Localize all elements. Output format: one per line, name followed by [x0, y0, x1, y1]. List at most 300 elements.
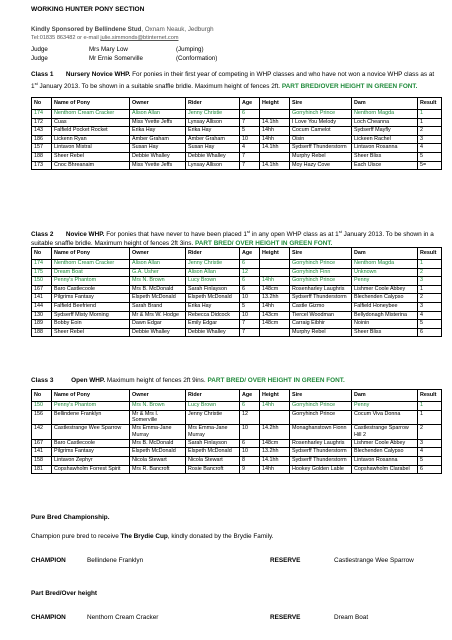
sponsor-place: , Oxnam Neauk, Jedburgh — [141, 26, 214, 33]
green-note: PART BRED/OVER HEIGHT IN GREEN FONT. — [281, 83, 418, 91]
cell-height — [260, 268, 290, 277]
cell-dam: Unknown — [352, 268, 418, 277]
cell-height — [260, 260, 290, 269]
column-header: Owner — [130, 248, 186, 260]
cell-no: 141 — [32, 448, 52, 457]
cell-res: 6 — [418, 465, 442, 474]
championship-desc — [31, 533, 274, 540]
cell-age: 10 — [240, 294, 260, 303]
table-row — [32, 161, 442, 170]
class-description: Maximum height of fences 2ft 9ins. — [106, 377, 206, 384]
cell-dam: Sheer Bliss — [352, 152, 418, 161]
contact-email-link[interactable]: julie.simmonds@btinternet.com — [100, 35, 179, 41]
table-row — [32, 135, 442, 144]
sponsor-prefix: Kindly Sponsored by — [31, 26, 93, 33]
cell-height: 14hh — [260, 302, 290, 311]
column-header: Sire — [290, 98, 352, 110]
cell-age: 4 — [240, 144, 260, 153]
cell-rider: Debbie Whalley — [186, 328, 240, 337]
cell-res: 1 — [418, 110, 442, 119]
cell-no: 167 — [32, 439, 52, 448]
cell-age: 7 — [240, 328, 260, 337]
cell-dam: Cocum Viva Donna — [352, 410, 418, 425]
cell-dam: Each Uisce — [352, 161, 418, 170]
cell-dam: Lintavon Rosanna — [352, 144, 418, 153]
champion-name: Nenthorn Cream Cracker — [87, 614, 159, 621]
cell-age: 5 — [240, 127, 260, 136]
table-row — [32, 448, 442, 457]
cell-dam: Penny — [352, 402, 418, 411]
column-header: Name of Pony — [52, 98, 130, 110]
cell-rider: Alison Allan — [186, 268, 240, 277]
cell-owner: Debbie Whalley — [130, 152, 186, 161]
cell-height: 14hh — [260, 465, 290, 474]
cell-dam: Copshawholm Clarabel — [352, 465, 418, 474]
cell-sire: Oisin — [290, 135, 352, 144]
judge-role: (Jumping) — [176, 46, 204, 53]
cell-pony: Cnoc Bhreanaim — [52, 161, 130, 170]
cell-dam: Penny — [352, 277, 418, 286]
class-name: Novice WHP. — [65, 231, 105, 239]
cell-rider: Erika Hay — [186, 302, 240, 311]
cell-pony: Dream Boat — [52, 268, 130, 277]
cell-rider: Sarah Finlayson — [186, 285, 240, 294]
cell-pony: Nenthorn Cream Cracker — [52, 260, 130, 269]
cell-rider: Rebecca Didcock — [186, 311, 240, 320]
class-description: January 2013. To be shown in a suitable snaffle bridle. Maximum height of fences 2ft. — [37, 83, 281, 91]
cell-no: 142 — [32, 425, 52, 440]
section-title: WORKING HUNTER PONY SECTION — [31, 6, 145, 13]
cell-pony: Baro Castlecoole — [52, 439, 130, 448]
cell-dam: Castlestrange Sparrow Hill 2 — [352, 425, 418, 440]
cell-no: 156 — [32, 410, 52, 425]
table-row — [32, 302, 442, 311]
partbred-champion-row — [31, 614, 66, 621]
table-row — [32, 465, 442, 474]
class-number: Class 3 — [31, 377, 54, 384]
cell-height: 14hh — [260, 135, 290, 144]
column-header: Dam — [352, 98, 418, 110]
cell-pony: Baro Castlecoole — [52, 285, 130, 294]
cell-pony: Bellindene Franklyn — [52, 410, 130, 425]
cell-sire: Gorryhinch Prince — [290, 410, 352, 425]
superscript: st — [246, 229, 251, 234]
table-row — [32, 152, 442, 161]
champion-label: CHAMPION — [31, 557, 66, 564]
cell-dam: Lishmer Coole Abbey — [352, 439, 418, 448]
cell-pony: Cuas — [52, 118, 130, 127]
cell-height — [260, 152, 290, 161]
cell-height: 14.1hh — [260, 144, 290, 153]
cell-age: 7 — [240, 118, 260, 127]
reserve-label — [270, 557, 300, 564]
cell-no: 143 — [32, 127, 52, 136]
column-header: Rider — [186, 390, 240, 402]
cell-dam: Lintavon Rosanna — [352, 456, 418, 465]
column-header: Sire — [290, 390, 352, 402]
championship-title — [31, 514, 109, 521]
cell-height — [260, 110, 290, 119]
cell-height: 13.2hh — [260, 294, 290, 303]
cell-no: 188 — [32, 328, 52, 337]
cell-res: 5 — [418, 320, 442, 329]
cell-rider: Jenny Christie — [186, 110, 240, 119]
cell-rider: Lynsay Allison — [186, 161, 240, 170]
cell-pony: Falfield Pocket Rocket — [52, 127, 130, 136]
class3-heading — [31, 376, 441, 385]
cell-rider: Lucy Brown — [186, 277, 240, 286]
cell-rider: Susan Hay — [186, 144, 240, 153]
championship-desc-post: , kindly donated by the Brydie Family. — [167, 533, 274, 540]
cell-no: 173 — [32, 161, 52, 170]
table-row — [32, 439, 442, 448]
cell-no: 167 — [32, 285, 52, 294]
cell-pony: Copshawholm Forrest Spirit — [52, 465, 130, 474]
column-header: Dam — [352, 248, 418, 260]
cell-height: 148cm — [260, 285, 290, 294]
cell-rider: Mrs Emma-Jane Murray — [186, 425, 240, 440]
cell-dam: Sheer Bliss — [352, 328, 418, 337]
cell-res: 1 — [418, 260, 442, 269]
cell-dam: Bellydonagh Misterina — [352, 311, 418, 320]
cell-dam: Lickeen Rachel — [352, 135, 418, 144]
cell-dam: Nenthorn Magda — [352, 110, 418, 119]
cell-age: 12 — [240, 268, 260, 277]
table-row — [32, 311, 442, 320]
table-row — [32, 320, 442, 329]
cell-no: 158 — [32, 456, 52, 465]
cell-dam: Nenthorn Magda — [352, 260, 418, 269]
table-row — [32, 127, 442, 136]
cell-sire: I Love You Melody — [290, 118, 352, 127]
table-row — [32, 456, 442, 465]
class-name: Nursery Novice WHP. — [65, 71, 131, 78]
cell-owner: Miss Yvette Jeffs — [130, 118, 186, 127]
cell-sire: Monaghanstown Fionn — [290, 425, 352, 440]
cell-height: 14.1hh — [260, 118, 290, 127]
table-header-row — [32, 248, 442, 260]
cell-no: 189 — [32, 320, 52, 329]
cell-rider: Sarah Finlayson — [186, 439, 240, 448]
column-header: No — [32, 98, 52, 110]
cell-res: 3 — [418, 302, 442, 311]
cell-no: 175 — [32, 268, 52, 277]
table-row — [32, 144, 442, 153]
cell-sire: Murphy Rebel — [290, 328, 352, 337]
class2-heading — [31, 227, 441, 248]
cell-height — [260, 328, 290, 337]
cell-age: 10 — [240, 311, 260, 320]
cell-sire: Tiercel Woodman — [290, 311, 352, 320]
column-header: Result — [418, 390, 442, 402]
cell-pony: Sheer Rebel — [52, 152, 130, 161]
class-name: Open WHP. — [71, 377, 106, 384]
cell-sire: Cocum Camelot — [290, 127, 352, 136]
table-header-row — [32, 98, 442, 110]
class-description: in any open WHP class as at 1 — [250, 231, 339, 239]
cell-res: 4 — [418, 311, 442, 320]
cell-age: 6 — [240, 277, 260, 286]
cell-rider: Emily Edgar — [186, 320, 240, 329]
class-number: Class 2 — [31, 231, 54, 239]
cell-rider: Jenny Christie — [186, 410, 240, 425]
table-row — [32, 328, 442, 337]
class-description: To be shown in a suitable snaffle bridle. Maximum height of fences 2ft 3ins. — [31, 231, 434, 248]
cell-pony: Nenthorn Cream Cracker — [52, 110, 130, 119]
cell-sire: Sydserff Thunderstorm — [290, 456, 352, 465]
cell-owner: Elspeth McDonald — [130, 294, 186, 303]
cell-rider: Elspeth McDonald — [186, 448, 240, 457]
column-header: Owner — [130, 390, 186, 402]
cell-sire: Gorryhinch Prince — [290, 260, 352, 269]
judge-name: Mrs Mary Low — [89, 46, 128, 53]
cell-no: 150 — [32, 402, 52, 411]
cell-pony: Castlestrange Wee Sparrow — [52, 425, 130, 440]
cell-height: 14.1hh — [260, 456, 290, 465]
column-header: No — [32, 390, 52, 402]
cell-dam: Blechenden Calypso — [352, 448, 418, 457]
cell-sire: Gorryhinch Prince — [290, 277, 352, 286]
cell-pony: Penny's Phantom — [52, 402, 130, 411]
cell-sire: Rosenharley Laughris — [290, 439, 352, 448]
cell-height: 14hh — [260, 127, 290, 136]
contact-tel: Tel:01835 863482 or e-mail — [31, 35, 99, 41]
cell-dam: Falfield Honeybee — [352, 302, 418, 311]
table-row — [32, 402, 442, 411]
judge-role: (Conformation) — [176, 55, 218, 62]
cell-height — [260, 410, 290, 425]
column-header: Age — [240, 98, 260, 110]
column-header: Dam — [352, 390, 418, 402]
cell-height: 14.2hh — [260, 425, 290, 440]
sponsor-line — [31, 26, 214, 33]
table-row — [32, 110, 442, 119]
cell-age: 10 — [240, 135, 260, 144]
column-header: Age — [240, 248, 260, 260]
judge-label: Judge — [31, 55, 48, 62]
cell-owner: Mr & Mrs W. Hodge — [130, 311, 186, 320]
cell-owner: G.A. Usher — [130, 268, 186, 277]
cell-res: 3 — [418, 277, 442, 286]
cell-age: 6 — [240, 402, 260, 411]
cell-pony: Lickenn Ryan — [52, 135, 130, 144]
cell-pony: Sydserff Misty Morning — [52, 311, 130, 320]
table-row — [32, 425, 442, 440]
cell-no: 141 — [32, 294, 52, 303]
cell-owner: Mrs R. Bancroft — [130, 465, 186, 474]
cell-owner: Debbie Whalley — [130, 328, 186, 337]
table-row — [32, 285, 442, 294]
reserve-label-text: RESERVE — [270, 614, 301, 621]
column-header: No — [32, 248, 52, 260]
cell-res: 3 — [418, 439, 442, 448]
contact-line — [31, 35, 178, 41]
cell-sire: Sydserff Thunderstorm — [290, 294, 352, 303]
cell-owner: Alison Allan — [130, 110, 186, 119]
cell-res: 2 — [418, 127, 442, 136]
cell-owner: Alison Allan — [130, 260, 186, 269]
cell-height: 148cm — [260, 320, 290, 329]
cell-pony: Falfield Beefriend — [52, 302, 130, 311]
cell-res: 5= — [418, 161, 442, 170]
cell-owner: Mrs Emma-Jane Murray — [130, 425, 186, 440]
cell-dam: Loch Cheanna — [352, 118, 418, 127]
cell-owner: Mrs B. McDonald — [130, 439, 186, 448]
cell-age: 6 — [240, 439, 260, 448]
cell-sire: Gorryhinch Prince — [290, 110, 352, 119]
cell-sire: Gorryhinch Finn — [290, 268, 352, 277]
cell-age: 6 — [240, 285, 260, 294]
cell-res: 6 — [418, 328, 442, 337]
cell-age: 6 — [240, 110, 260, 119]
cell-pony: Lintavon Mistral — [52, 144, 130, 153]
table-row — [32, 410, 442, 425]
cell-height: 143cm — [260, 311, 290, 320]
cell-owner: Mrs N. Brown — [130, 277, 186, 286]
judge-label: Judge — [31, 46, 48, 53]
cell-age: 6 — [240, 260, 260, 269]
cell-sire: Rosenharley Laughris — [290, 285, 352, 294]
class3-results-table — [31, 389, 442, 474]
cell-sire: Hookey Golden Lable — [290, 465, 352, 474]
cell-height: 14.1hh — [260, 161, 290, 170]
cell-height: 13.2hh — [260, 448, 290, 457]
cell-owner: Nicola Stewart — [130, 456, 186, 465]
reserve-label — [270, 614, 300, 621]
cell-sire: Sydserff Thunderstorm — [290, 448, 352, 457]
cell-sire: Moy Hazy Cove — [290, 161, 352, 170]
cell-no: 188 — [32, 152, 52, 161]
column-header: Sire — [290, 248, 352, 260]
cell-res: 4 — [418, 448, 442, 457]
cell-rider: Elspeth McDonald — [186, 294, 240, 303]
cell-sire: Gorryhinch Prince — [290, 402, 352, 411]
cell-sire: Murphy Rebel — [290, 152, 352, 161]
cell-pony: Sheer Rebel — [52, 328, 130, 337]
cell-no: 186 — [32, 135, 52, 144]
cell-res: 1 — [418, 285, 442, 294]
cell-no: 174 — [32, 110, 52, 119]
cell-age: 10 — [240, 425, 260, 440]
superscript: st — [338, 229, 342, 234]
cell-owner: Susan Hay — [130, 144, 186, 153]
cell-rider: Lynsay Allison — [186, 118, 240, 127]
reserve-label-text: RESERVE — [270, 557, 301, 564]
cell-pony: Bobby Eoin — [52, 320, 130, 329]
cell-no: 172 — [32, 118, 52, 127]
class1-heading — [31, 70, 441, 91]
cell-res: 2 — [418, 294, 442, 303]
champion-label: CHAMPION — [31, 614, 66, 621]
cell-sire: Sydserff Thunderstorm — [290, 144, 352, 153]
class-number: Class 1 — [31, 71, 54, 78]
cell-rider: Nicola Stewart — [186, 456, 240, 465]
cell-age: 12 — [240, 410, 260, 425]
cell-age: 7 — [240, 152, 260, 161]
cell-dam: Noinin — [352, 320, 418, 329]
cell-owner: Mr & Mrs I. Somerville — [130, 410, 186, 425]
column-header: Height — [260, 390, 290, 402]
class-description: For ponies in their first year of competing in WHP classes and who have not won a novice WHP class as at 1 — [31, 71, 435, 91]
cell-age: 10 — [240, 448, 260, 457]
cell-height: 148cm — [260, 439, 290, 448]
class1-results-table — [31, 97, 442, 170]
cell-owner: Mrs N. Brown — [130, 402, 186, 411]
table-row — [32, 277, 442, 286]
cell-res: 1 — [418, 410, 442, 425]
cell-res: 5 — [418, 456, 442, 465]
cell-pony: Penny's Phantom — [52, 277, 130, 286]
green-note: PART BRED/ OVER HEIGHT IN GREEN FONT. — [207, 377, 345, 384]
cell-rider: Amber Graham — [186, 135, 240, 144]
cell-age: 9 — [240, 465, 260, 474]
cell-sire: Castle Gizmo — [290, 302, 352, 311]
cell-sire: Carraig Eibhir — [290, 320, 352, 329]
cell-owner: Miss Yvette Jeffs — [130, 161, 186, 170]
cell-res: 1 — [418, 118, 442, 127]
cell-res: 2 — [418, 268, 442, 277]
cell-height: 14hh — [260, 277, 290, 286]
reserve-name: Dream Boat — [334, 614, 369, 621]
column-header: Name of Pony — [52, 248, 130, 260]
sponsor-name: Bellindene Stud — [94, 26, 142, 33]
column-header: Rider — [186, 248, 240, 260]
cell-rider: Erika Hay — [186, 127, 240, 136]
class-description: January 2013. — [341, 231, 385, 239]
reserve-name: Castlestrange Wee Sparrow — [334, 557, 414, 564]
cup-name: The Brydie Cup — [120, 533, 168, 540]
cell-height: 14hh — [260, 402, 290, 411]
champion-row — [31, 557, 66, 564]
cell-owner: Erika Hay — [130, 127, 186, 136]
championship-title-text: Pure Bred Championship. — [31, 514, 110, 521]
champion-name: Bellindene Franklyn — [87, 557, 144, 564]
column-header: Result — [418, 98, 442, 110]
superscript: st — [34, 81, 38, 86]
column-header: Owner — [130, 98, 186, 110]
table-row — [32, 260, 442, 269]
cell-owner: Dawn Edgar — [130, 320, 186, 329]
cell-rider: Debbie Whalley — [186, 152, 240, 161]
partbred-title — [31, 590, 97, 597]
cell-pony: Lintavon Zephyr — [52, 456, 130, 465]
cell-no: 157 — [32, 144, 52, 153]
cell-owner: Elspeth McDonald — [130, 448, 186, 457]
cell-res: 3 — [418, 135, 442, 144]
cell-no: 130 — [32, 311, 52, 320]
cell-pony: Pilgrims Fantasy — [52, 294, 130, 303]
cell-age: 5 — [240, 302, 260, 311]
cell-rider: Rosie Bancroft — [186, 465, 240, 474]
cell-pony: Pilgrims Fantasy — [52, 448, 130, 457]
cell-age: 7 — [240, 161, 260, 170]
cell-res: 4 — [418, 144, 442, 153]
cell-no: 181 — [32, 465, 52, 474]
cell-dam: Sydserff Mayfly — [352, 127, 418, 136]
column-header: Result — [418, 248, 442, 260]
cell-no: 150 — [32, 277, 52, 286]
column-header: Name of Pony — [52, 390, 130, 402]
cell-owner: Mrs B. McDonald — [130, 285, 186, 294]
cell-no: 174 — [32, 260, 52, 269]
cell-owner: Sarah Brand — [130, 302, 186, 311]
cell-age: 7 — [240, 320, 260, 329]
class-description: For ponies that have never to have been placed 1 — [106, 231, 247, 239]
table-row — [32, 294, 442, 303]
table-row — [32, 268, 442, 277]
cell-no: 144 — [32, 302, 52, 311]
cell-res: 1 — [418, 402, 442, 411]
